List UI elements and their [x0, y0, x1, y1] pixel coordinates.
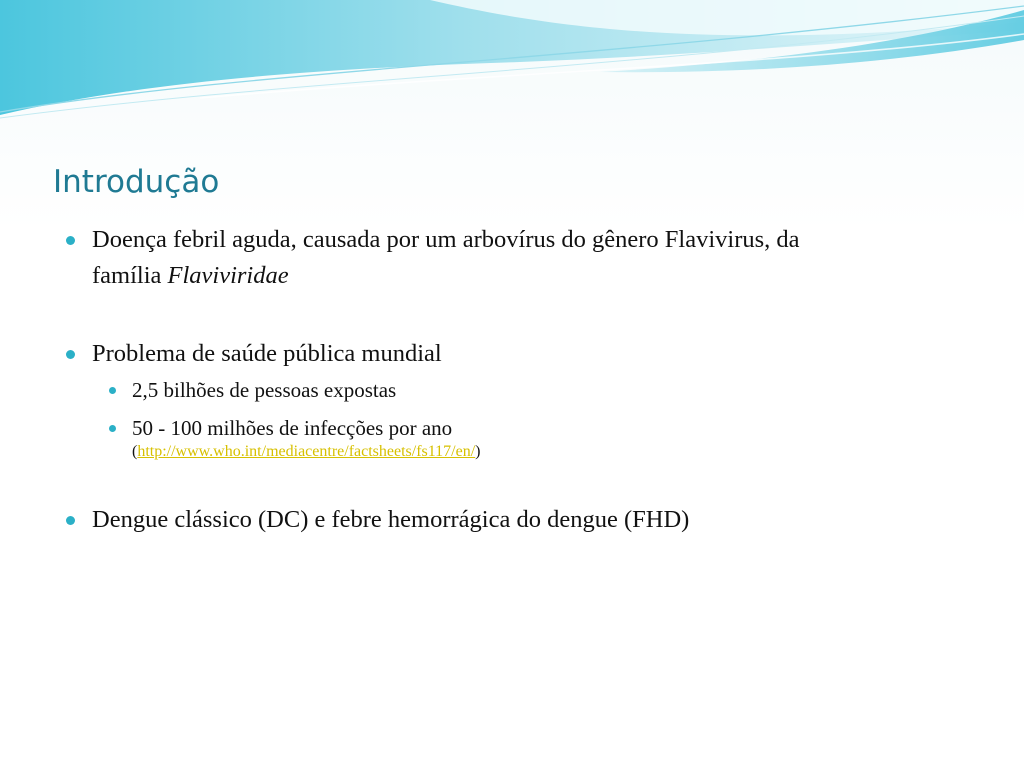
source-note-close: ) [475, 443, 481, 460]
bullet-list [64, 222, 984, 538]
bullet-text: Dengue clássico (DC) e febre hemorrágica do dengue (FHD) [92, 506, 690, 533]
sub-bullet-text: 2,5 bilhões de pessoas expostas [132, 378, 397, 402]
bullet-text-line1: Doença febril aguda, causada por um arbovírus do gênero Flavivirus, da [92, 226, 800, 253]
sub-bullet-exposed [64, 376, 984, 404]
bullet-item-dengue-types [64, 502, 984, 538]
who-factsheet-link[interactable]: http://www.who.int/mediacentre/factsheets/fs117/en/ [137, 443, 476, 460]
sub-bullet-dot-icon [109, 425, 116, 432]
sub-bullet-dot-icon [109, 387, 116, 394]
sub-bullet-infections [64, 414, 984, 462]
sub-bullet-text: 50 - 100 milhões de infecções por ano [132, 416, 453, 440]
bullet-dot-icon [66, 350, 75, 359]
bullet-dot-icon [66, 516, 75, 525]
source-note-open: ( [132, 443, 138, 460]
header-wave-decoration [0, 0, 1024, 130]
bullet-text-italic-family: Flaviviridae [167, 262, 289, 289]
bullet-dot-icon [66, 236, 75, 245]
bullet-item-public-health [64, 336, 984, 372]
source-note [132, 442, 984, 462]
bullet-text-line2-prefix: família [92, 262, 168, 289]
slide-title: Introdução [53, 164, 220, 200]
bullet-item-dengue-definition [64, 222, 984, 294]
bullet-text: Problema de saúde pública mundial [92, 340, 442, 367]
